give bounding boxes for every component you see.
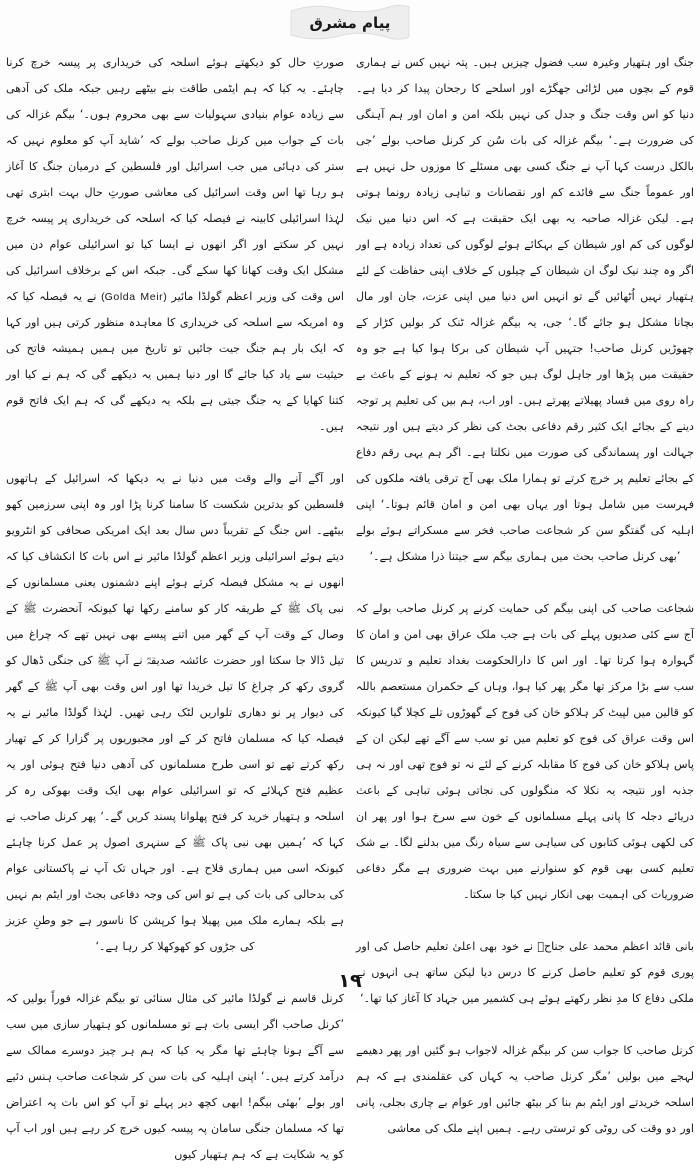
paragraph: شجاعت صاحب کی اپنی بیگم کی حمایت کرنے پر کرنل صاحب بولے کہ آج سے کئی صدیوں پہلے کی بات ہے جب ملک عراق بھی امن و امان کا گہوارہ ہوا کرتا تھا۔ اور اس کا دارالحکومت بغداد تعلیم و تدریس کا سب سے بڑا مرکز تھا مگر پھر کیا ہوا، وہاں کے حکمران مستعصم باللہ کو قالین میں لپیٹ کر ہلاکو خان کی فوج کے گھوڑوں تلے کچلا گیا کیونکہ اس وقت عراق کی فوج کو تعلیم میں تو سب سے آگے تھے لیکن ان کے پاس ہلاکو خان کی فوج کا مقابلہ کرنے کے لئے نہ تو فوج تھی اور نہ ہی جذبہ اور نتیجہ یہ نکلا کہ منگولوں کی نجاتی ہوئی تباہی کے باعث دریائے دجلہ کا پانی پہلے مسلمانوں کے خون سے سرخ ہوا اور پھر ان کی لکھی ہوئی کتابوں کی سیاہی سے سیاہ رنگ میں بدلنے لگا۔ بے شک تعلیم کسی بھی قوم کو سنوارنے میں بہت ضروری ہے مگر دفاعی ضروریات کی اہمیت بھی انکار نہیں کیا جا سکتا۔	[356, 602, 694, 901]
paragraph: کرنل صاحب کا جواب سن کر بیگم غزالہ لاجواب ہو گئیں اور پھر دھیمے لہجے میں بولیں ’مگر کرنل صاحب یہ کہاں کی عقلمندی ہے کہ ہم اسلحہ خریدتے اور ایٹم بم بنا کر بیٹھ جائیں اور عوام بے چاری بجلی، پانی اور دو وقت کی روٹی کو ترستی رہے۔ ہمیں اپنے ملک کی معاشی	[356, 1044, 694, 1135]
paragraph: اور آگے آنے والے وقت میں دنیا نے یہ دیکھا کہ اسرائیل کے ہاتھوں فلسطین کو بدترین شکست کا سامنا کرنا پڑا اور وہ اپنی سرزمین کھو بیٹھے۔ اس جنگ کے تقریباً دس سال بعد ایک امریکی صحافی کو انٹرویو دیتے ہوئے اسرائیلی وزیر اعظم گولڈا مائیر نے اس بات کا انکشاف کیا کہ انھوں نے یہ مشکل فیصلہ کرتے ہوئے اپنے دشمنوں یعنی مسلمانوں کے نبی پاک ﷺ کے طریقہ کار کو سامنے رکھا تھا کیونکہ آنحضرت ﷺ کے وصال کے وقت آپ کے گھر میں اتنے پیسے بھی نہیں تھے کہ چراغ میں تیل ڈالا جا سکتا اور حضرت عائشہ صدیقہؓ نے آپ ﷺ کی جنگی ڈھال کو گروی رکھ کر چراغ کا تیل خریدا تھا اور اس وقت بھی آپ ﷺ کے گھر کی دیوار پر نو دھاری تلواریں لٹک رہی تھیں۔ لہٰذا گولڈا مائیر نے یہ فیصلہ کیا کہ مسلمان فاتح کر کے اور مجبوریوں پر گزارا کر کے تھیار رکھ کرتے تھے تو اسی طرح مسلمانوں کی آدھی دنیا فتح ہوئی اور یہ عظیم فتح کہلائے کہ تو اسرائیلی عوام بھی ایک وقت بھوکی رہ کر اسلحہ و ہتھیار خرید کر فتح پھلوانا پسند کریں گے۔‘ پھر کرنل صاحب نے کہا کہ ’ہمیں بھی نبی پاک ﷺ کے سنہری اصول پر عمل کرنا چاہئے کیونکہ اسی میں ہماری فلاح ہے۔ اور جہاں تک آپ نے پاکستانی عوام کی بدحالی کی بات کی ہے تو اس کی وجہ دفاعی بجٹ اور ایٹم بم نہیں ہے بلکہ ہمارے ملک میں پھیلا ہوا کرپشن کا ناسور ہے جو وطنِ عزیز کی جڑوں کو کھوکھلا کر رہا ہے۔‘	[6, 472, 344, 953]
paragraph: کرنل قاسم نے گولڈا مائیر کی مثال سنائی تو بیگم غزالہ فوراً بولیں کہ ’کرنل صاحب اگر ایسی بات ہے تو مسلمانوں کو ہتھیار سازی میں سب سے آگے ہونا چاہئے تھا مگر یہ کیا کہ ہم ہر چیز دوسرے ممالک سے درآمد کرتے ہیں۔‘ اپنی اہلیہ کی بات سن کر شجاعت صاحب ہنس دئیے اور بولے ’بھئی بیگم! ابھی کچھ دیر پہلے تو آپ کو اس بات پہ اعتراض تھا کہ مسلمان جنگی سامان پہ پیسہ کیوں خرچ کر رہے ہیں اور اب آپ کو یہ شکایت ہے کہ ہم ہتھیار کیوں	[6, 992, 344, 1161]
inline-latin-name: (Golda Meir)	[101, 291, 167, 303]
paragraph-text-before-latin: صورتِ حال کو دیکھتے ہوئے اسلحہ کی خریداری پر پیسہ خرچ کرنا چاہئے۔ یہ کیا کہ ہم ایٹمی طاقت بنے بیٹھے رہیں جبکہ ملک کی آدھی سے زیادہ عوام بنیادی سہولیات سے بھی محروم ہوں۔‘ بیگم غزالہ کی بات کے جواب میں کرنل صاحب بولے کہ ’شاید آپ کو معلوم نہیں کہ ستر کی دہائی میں جب اسرائیل اور فلسطین کے درمیان جنگ کا آغاز ہو رہا تھا اس وقت اسرائیل کی معاشی صورتِ حال بہت ابتری تھی لہٰذا اسرائیلی کابینہ نے فیصلہ کیا کہ اسلحہ کی خریداری پر پیسہ خرچ نہیں کر سکتے اور اگر انھوں نے ایسا کیا تو اسرائیلی عوام دن میں مشکل ایک وقت کھانا کھا سکے گی۔ جبکہ اس کے برخلاف اسرائیل کی اس وقت کی وزیر اعظم گولڈا مائیر	[6, 56, 344, 303]
masthead	[0, 0, 700, 48]
left-column	[6, 50, 344, 1161]
page-number: ۱۹	[338, 970, 362, 992]
publication-title: پیام مشرق	[309, 14, 391, 32]
right-column	[356, 50, 694, 1135]
paragraph: بانی قائد اعظم محمد علی جناحؒ نے خود بھی اعلیٰ تعلیم حاصل کی اور پوری قوم کو تعلیم حاصل کرنے کا درس دیا لیکن ساتھ ہی انہوں نے ملکی دفاع کا مدِ نظر رکھتے ہوئے ہی کشمیر میں جہاد کا آغاز کیا تھا۔‘	[356, 940, 694, 1005]
paragraph	[6, 50, 344, 440]
masthead-ribbon	[289, 4, 411, 44]
paragraph-text-after-latin: نے یہ فیصلہ کیا کہ وہ امریکہ سے اسلحہ کی خریداری کا معاہدہ منظور کرتی ہیں اور کہا کہ ایک بار ہم جنگ جیت جائیں تو تاریخ میں ہمیں ہمیشہ فاتح کی حیثیت سے یاد کیا جائے گا اور دنیا ہمیں یہ دیکھے گی کہ ہم نے کیا اور کتنا کھایا کے یہ جنگ جیتی ہے بلکہ یہ دیکھے گی کہ ہم ایک فاتح قوم ہیں۔	[6, 290, 344, 433]
paragraph: جنگ اور ہتھیار وغیرہ سب فضول چیزیں ہیں۔ پتہ نہیں کس نے ہماری قوم کے بچوں میں لڑائی جھگڑے اور اسلحے کا رجحان پیدا کر دیا ہے۔ دنیا کو اس وقت جنگ و جدل کی نہیں بلکہ امن و امان اور ہم آہنگی کی ضرورت ہے۔‘ بیگم غزالہ کی بات سُن کر کرنل صاحب بولے ’جی بالکل درست کہا آپ نے جنگ کسی بھی مسئلے کا موزوں حل نہیں ہے اور عموماً جنگ سے فائدے کم اور نقصانات و تباہی زیادہ رونما ہوتی ہے۔ لیکن غزالہ صاحبہ یہ بھی ایک حقیقت ہے کہ اس دنیا میں نیک لوگوں کی کم اور شیطان کے بہکائے ہوئے لوگوں کی تعداد زیادہ ہے اور اگر وہ چند نیک لوگ ان شیطان کے چیلوں کے خلاف اپنی حفاظت کے لئے ہتھیار نہیں اُٹھائیں گے تو انہیں اس دنیا میں اپنی عزت، جان اور مال بچانا مشکل ہو جائے گا۔‘ جی، یہ بیگم غزالہ ٹنک کر بولیں کڑار کے چھوڑیں کرنل صاحب! جتہیں آپ شیطان کی برکا ہوا کیا ہے جو وہ حقیقت میں پڑھا اور جاہل لوگ ہیں جو کہ تعلیم نہ ہونے کے باعث بے راہ روی میں فساد پھیلاتے پھرتے ہیں۔ اور اب، ہم بیں کی تعلیم پر توجہ دینے کے بجائے ایک کثیر رقم دفاعی بجٹ کی نظر کر دیتے ہیں اور نتیجہ جہالت اور پسماندگی کی صورت میں نکلتا ہے۔ اگر ہم یہی رقم دفاع کے بجائے تعلیم پر خرچ کرتے تو ہمارا ملک بھی آج ترقی یافتہ ملکوں کی فہرست میں شامل ہوتا اور یہاں بھی امن و امان قائم ہوتا۔‘ اپنی اہلیہ کی گفتگو سن کر شجاعت صاحب فخر سے مسکراتے ہوئے بولے ’بھی کرنل صاحب بحث میں ہماری بیگم سے جیتنا ذرا مشکل ہے۔‘	[356, 56, 694, 563]
